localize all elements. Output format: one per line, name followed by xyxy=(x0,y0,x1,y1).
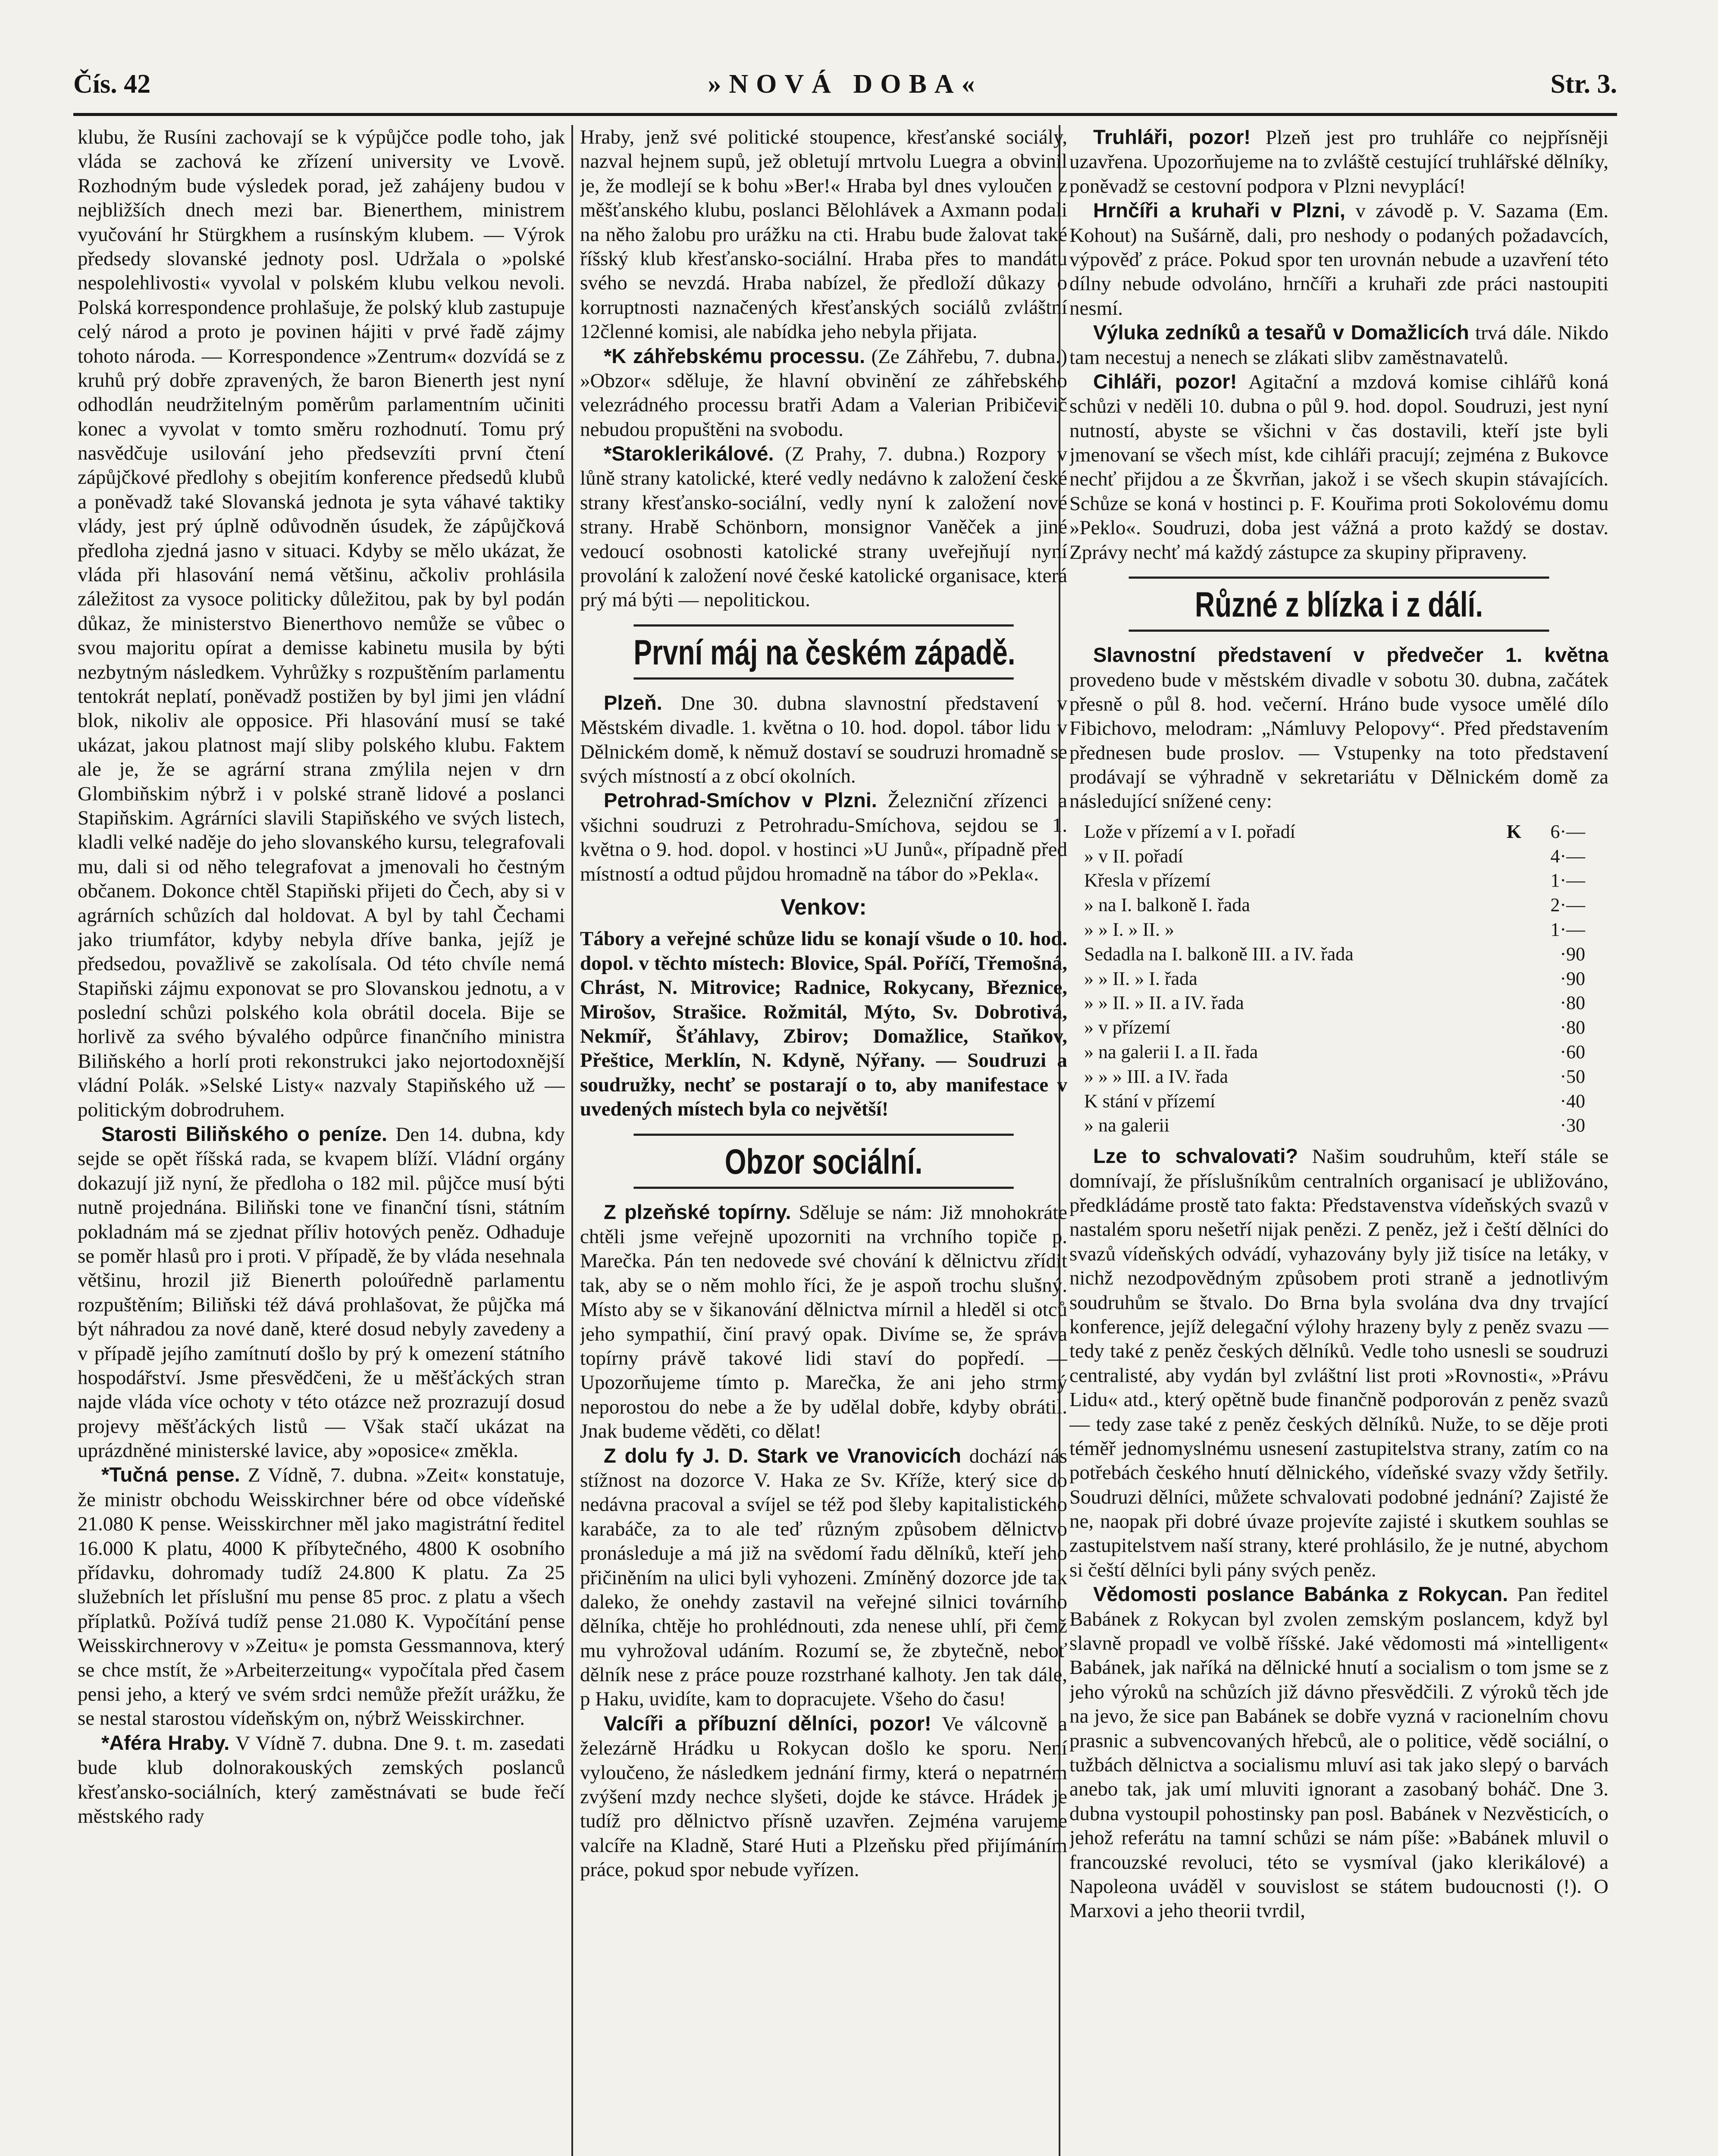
price-row xyxy=(1082,991,1587,1015)
price-row-label: » » II. » I. řada xyxy=(1084,968,1198,989)
price-row-value: 1·— xyxy=(1550,919,1585,940)
article-schvalovati-heading: Lze to schvalovati? xyxy=(1093,1144,1298,1168)
article-plzen xyxy=(580,691,1067,789)
article-venkov-body: Tábory a veřejné schůze lidu se konají všude o 10. hod. dopol. v těchto místech: Blovice, Spál. Poříčí, Třemošná, Chrást, N. Mitrovice; Radnice, Rokycany, Březnice, Mirošov, Strašice. Rožmitál, Mýto, Sv. Dobrotivá, Nekmíř, Šťáhlavy, Zbirov; Domažlice, Staňkov, Přeštice, Merklín, N. Kdyně, Nýřany. — Soudruzi a soudružky, nechť se postarají o to, aby manifestace v uvedených místech byla co největší! xyxy=(580,928,1067,1121)
article-vyluka xyxy=(1069,320,1608,370)
issue-number: Čís. 42 xyxy=(73,69,151,99)
price-row-currency xyxy=(1489,1040,1523,1065)
article-pense-body: Z Vídně, 7. dubna. »Zeit« konstatuje, že ministr obchodu Weisskirchner bére od obce vídeňské 21.080 K pense. Weisskirchner měl jako magistrátní ředitel 16.000 K platu, 4000 K příbytečného, 4800 K osobního přídavku, dohromady tudíž 24.800 K platu. Za 25 služebních let příslušní mu pense 85 proc. z platu a všech příplatků. Požívá tudíž pense 21.080 K. Vypočítání pense Weisskirchnerovy v »Zeitu« je pomsta Gessmannova, který se chce mstít, že »Arbeiterzeitung« vypočítala před časem pensi jeho, a který ve svém srdci nemůže přežít urážku, že se nestal starostou vídeňským on, nýbrž Weisskirchner. xyxy=(78,1464,565,1730)
article-valciri xyxy=(580,1711,1067,1882)
price-row-value: 4·— xyxy=(1550,845,1585,867)
article-continued-text: klubu, že Rusíni zachovají se k výpůjčce podle toho, jak vláda se zachová ke zřízení university ve Lvově. Rozhodným bude výsledek porad, jež zahájeny budou v nejbližších dnech mezi bar. Bienerthem, ministrem vyučování hr Stürgkhem a rusínským klubem. — Výrok předsedy slovanské jednoty posl. Udržala o »polské nespolehlivosti« vyvolal v polském klubu velkou nevoli. Polská korrespondence prohlašuje, že polský klub zastupuje celý národ a proto je povinen hájiti v prvé řadě zájmy tohoto národa. — Korrespondence »Zentrum« dozvídá se z kruhů prý dobře zpravených, že baron Bienerth jest nyní odhodlán neudržitelným poměrům parlamentním učiniti konec a vyvolat v tomto směru rozhodnutí. Tomu prý nasvědčuje usilování jeho předsevzíti první čtení zápůjčkové předlohy s obejitím konference předsedů klubů a poněvadž také Slovanská jednota je syta váhavé taktiky vlády, jest prý úplně odůvodněn úsudek, že zápůjčková předloha zjedná jasno v situaci. Kdyby se mělo ukázat, že vláda při hlasování nemá většinu, ačkoliv prohlásila záležitost za vysoce politicky důležitou, pak by byl podán důkaz, že ministerstvo Bienerthovo nemůže se vůbec o svou majoritu opírat a demisse kabinetu musila by býti nezbytným následkem. Vyhrůžky s rozpuštěním parlamentu tentokrát neplatí, poněvadž postižen by byl jimi jen vládní blok, nikoliv ale opposice. Při hlasování musí se také ukázat, jakou platnost mají sliby polského klubu. Faktem ale je, že se agrární strana zmýlila nejen v drn Glombiňskim nýbrž i v polské straně lidové a poslanci Stapiňskim. Agrárníci slavili Stapiňského ve svých listech, kladli velké naděje do jeho slovanského kursu, telegrafovali mu, dali si od něho telegrafovat a jmenovali ho čestným občanem. Dokonce chtěl Stapiňski přijeti do Čech, aby si v agrárních schůzích dal holdovat. A byl by tahl Čechami jako triumfátor, kdyby nebyla dříve banka, jejíž je předsedou, považlivě se zakolísala. Od této chvíle nemá Stapiňski zájmu exponovat se pro Slovanskou jednotu, a v poslední schůzi polského kola obrátil docela. Bije se horlivě za svého bývalého odpůrce finančního ministra Biliňského a horlí proti rekonstrukci jako nejortodoxnější vládní Polák. »Selské Listy« nazvaly Stapiňského už — politickým dobrodruhem. xyxy=(78,126,565,1121)
article-babanek-body: Pan ředitel Babánek z Rokycan byl zvolen zemským poslancem, když byl slavně propadl ve volbě říšské. Jaké vědomosti má »intelligent« Babánek, jak naříká na dělnické hnutí a socialism o tom jsme se z jeho výroků na schůzích již dávno přesvědčili. Z výroků těch jde na jevo, že sice pan Babánek se dobře vyzná v racionelním chovu prasnic a subvencovaných hřebců, ale o politice, vědě sociální, o tužbách dělnictva a socialismu mluví asi tak jako slepý o barvách anebo tak, jak umí mluviti ignorant a zasobaný boháč. Dne 3. dubna vystoupil pohostinsky pan posl. Babánek v Nezvěsticích, o jehož referátu na tamní schůzi se nám píše: »Babánek mluvil o francouzské revoluci, této se vysmíval (jako klerikálové) a Napoleona uváděl v souvislost se státem budoucnosti (!). O Marxovi a jeho theorii tvrdil, xyxy=(1069,1583,1608,1922)
price-row xyxy=(1082,820,1587,844)
article-hraba-continued: Hraby, jenž své politické stoupence, křesťanské sociály, nazval hejnem supů, jež obletují mrtvolu Luegra a obvinil je, že modlejí se k bohu »Ber!« Hraba byl dnes vyloučen z měšťanského klubu, poslanci Bělohlávek a Axmann podali na něho žalobu pro urážku na cti. Hrabu bude žalovat také říšský klub křesťansko-sociální. Hraba přes to mandátu svého se nevzdá. Hraba nabízel, že předloží důkazy o korruptnosti naznačených křesťanských sociálů zvláštní 12členné komisi, ale nabídka jeho nebyla přijata. xyxy=(580,126,1067,343)
article-staroklerikalove-body: (Z Prahy, 7. dubna.) Rozpory v lůně strany katolické, které vedly nedávno k založení české strany křesťansko-sociální, vedly nyní k založení nové strany. Hrabě Schönborn, monsignor Vaněček a jiné vedoucí osobnosti katolické strany uveřejňují nyní provolání k založení nové české katolické organisace, která prý má býti — nepolitickou. xyxy=(580,443,1067,611)
article-truhlari-body: Plzeň jest pro truhláře co nejpřísněji uzavřena. Upozorňujeme na to zvláště cestující truhlářské dělníky, poněvadž se cestovní podpora v Plzni nevyplácí! xyxy=(1069,126,1608,197)
price-row-value: ·50 xyxy=(1560,1065,1585,1087)
price-row xyxy=(1082,868,1587,893)
price-row-label: » na galerii I. a II. řada xyxy=(1084,1041,1258,1063)
page-header xyxy=(73,65,1617,112)
article-zahreb xyxy=(580,344,1067,442)
price-row-label: Křesla v přízemí xyxy=(1084,870,1211,891)
article-predstaveni-body: provedeno bude v městském divadle v sobotu 30. dubna, začátek přesně o půl 8. hod. večerní. Hráno bude vysoce umělé dílo Fibichovo, melodram: „Námluvy Pelopovy“. Před představením přednesen bude proslov. — Vstupenky na toto představení prodávají se výhradně v sekretariátu v Dělnickém domě za následující snížené ceny: xyxy=(1069,668,1608,813)
article-bilinski-body: Den 14. dubna, kdy sejde se opět říšská rada, se kvapem blíží. Vládní orgány dokazují již nyní, že předloha o 182 mil. půjčce musí býti nutně projednána. Biliňski tone ve finanční tísni, státním pokladnám má se zjednat příliv hotových peněz. Odhaduje se poměr hlasů pro i proti. V případě, že by vláda nesehnala většinu, hrozil již Bienerth poloúředně parlamentu rozpuštěním; Biliňski též dává prohlašovat, že půjčka má být náhradou za nové daně, které dosud nebyly zavedeny a v případě jejího zamítnutí došlo by prý k omezení státního hospodářství. Jsme přesvědčeni, že u měšťáckých stran najde vláda více ochoty v této otázce než prozrazují dosud projevy měšťáckých listů — Však stačí ukázat na uprázdněné ministerské lavice, aby »oposice« změkla. xyxy=(78,1123,565,1462)
section-heading-prvni-maj: První máj na českém západě. xyxy=(633,624,1013,680)
article-bilinski xyxy=(78,1122,565,1463)
article-truhlari xyxy=(1069,125,1608,198)
article-schvalovati-body: Našim soudruhům, kteří stále se domnívají, že příslušníkům centralních organisací je ubližováno, předkládáme prostě tato fakta: Představenstva vídeňských svazů v nastalém sporu nešetří nijak penězi. Z peněz, jež i čeští dělníci do svazů vídeňských odvádí, vyhazovány byly již tisíce na letáky, v nichž nezodpovědným způsobem proti straně a jednotlivým soudruhům se štvalo. Do Brna byla svolána dva dny trvající konference, jejíž delegační výlohy hrazeny byly z peněz svazu — tedy také z peněz českých dělníků. Vedle toho usnesli se soudruzi centralisté, aby vydán byl zvláštní list proti »Rovnosti«, »Právu Lidu« atd., který opětně bude finančně podporován z peněz svazů — tedy zase také z peněz českých dělníků. Nuže, to se děje proti téměř jednomyslnému usnesení zastupitelstva strany, zatím co na potřebách českého hnutí dělnického, vídeňské svazy vždy šetřily. Soudruzi dělníci, můžete schvalovati podobné jednání? Zajisté že ne, naopak při dobré úvaze projevíte zajisté i skutkem souhlas se zastupitelstvem naší strany, které prohlásilo, že je nutné, abychom si čeští dělníci byli pány svých peněz. xyxy=(1069,1145,1608,1581)
article-hraba-body: V Vídně 7. dubna. Dne 9. t. m. zasedati bude klub dolnorakouských zemských poslanců křesťansko-sociálních, který zaměstnávati se bude řečí městského rady xyxy=(78,1732,565,1827)
price-row-label: Lože v přízemí a v I. pořadí xyxy=(1084,821,1295,842)
price-row-label: » » » III. a IV. řada xyxy=(1084,1065,1228,1087)
price-row-value: 1·— xyxy=(1550,870,1585,891)
price-row-currency xyxy=(1489,1113,1523,1138)
article-topirna-body: Sděluje se nám: Již mnohokráte chtěli jsme veřejně upozorniti na vrchního topiče p. Marečka. Pán ten nedovede své chování k dělnictvu zřídit tak, aby se o něm mohlo říci, že je aspoň trochu slušný. Místo aby se v šikanování dělnictva mírnil a hleděl si otců jeho sympathií, činí pravý opak. Divíme se, že správa topírny právě takové lidi staví do popředí. — Upozorňujeme tímto p. Marečka, že ani jeho strmý neporostou do nebe a že by udělal dobře, kdyby obrátil. Jnak budeme věděti, co dělat! xyxy=(580,1201,1067,1443)
price-row-value: ·80 xyxy=(1560,1017,1585,1038)
price-row-label: Sedadla na I. balkoně III. a IV. řada xyxy=(1084,943,1354,965)
article-stark-heading: Z dolu fy J. D. Stark ve Vranovicích xyxy=(604,1444,961,1467)
article-plzen-body: Dne 30. dubna slavnostní představení v Městském divadle. 1. května o 10. hod. dopol. tábor lidu v Dělnickém domě, k němuž dostaví se soudruzi hromadně se svých místností a z obcí okolních. xyxy=(580,692,1067,788)
article-petrohrad xyxy=(580,788,1067,886)
price-row xyxy=(1082,967,1587,991)
price-row-value: 2·— xyxy=(1550,894,1585,916)
price-row-value: ·90 xyxy=(1560,943,1585,965)
article-plzen-heading: Plzeň. xyxy=(604,691,662,714)
article-truhlari-heading: Truhláři, pozor! xyxy=(1093,125,1251,148)
article-hraba xyxy=(78,1731,565,1829)
subheading-venkov: Venkov: xyxy=(781,895,867,920)
price-row-currency xyxy=(1489,942,1523,967)
article-hrnciri-body: v závodě p. V. Sazama (Em. Kohout) na Sušárně, dali, pro neshody o podaných požadavcích, výpověď z práce. Pokud spor ten urovnán nebude a uzavření této dílny nebude odvoláno, hrnčíři a kruhaři zde práci nastoupiti nesmí. xyxy=(1069,200,1608,320)
price-row-value: ·60 xyxy=(1560,1041,1585,1063)
price-row-value: ·40 xyxy=(1560,1090,1585,1112)
section-heading-obzor-socialni: Obzor sociální. xyxy=(633,1134,1013,1189)
article-staroklerikalove xyxy=(580,442,1067,612)
article-hrnciri-heading: Hrnčíři a kruhaři v Plzni, xyxy=(1093,199,1345,222)
price-row-value: ·30 xyxy=(1560,1115,1585,1136)
article-valciri-body: Ve válcovně a železárně Hrádku u Rokycan došlo ke sporu. Není vyloučeno, že následkem jednání firmy, která o nepatrném zvýšení mzdy nechce slyšeti, dojde ke stávce. Hrádek je tudíž pro dělnictvo přísně uzavřen. Zejména varujeme valcíře na Kladně, Staré Huti a Plzeňsku před přijímáním práce, pokud spor nebude vyřízen. xyxy=(580,1712,1067,1881)
price-row xyxy=(1082,1089,1587,1114)
article-hrncíri xyxy=(1069,198,1608,320)
price-row-label: » na I. balkoně I. řada xyxy=(1084,894,1250,916)
article-vyluka-heading: Výluka zedníků a tesařů v Domažlicích xyxy=(1093,321,1469,344)
price-row-label: K stání v přízemí xyxy=(1084,1090,1216,1112)
article-cihlari-body: Agitační a mzdová komise cihlářů koná schůzi v neděli 10. dubna o půl 9. hod. dopol. Soudruzi, jest nyní nutností, abyste se všichni v čas dostavili, kteří jste byli jmenovaní se všech míst, kde cihláři pracují; zejména z Bukovce nechť přijdou a ze Škvrňan, jakož i se všech skupin stávajících. Schůze se koná v hostinci p. F. Kouřima proti Sokolovému domu »Peklo«. Soudruzi, doba jest vážná a proto každý se dostav. Zprávy nechť má každý zástupce za skupiny připraveny. xyxy=(1069,370,1608,564)
price-row xyxy=(1082,1113,1587,1138)
ticket-price-table xyxy=(1082,820,1587,1138)
article-topirna-heading: Z plzeňské topírny. xyxy=(604,1200,791,1223)
article-petrohrad-heading: Petrohrad-Smíchov v Plzni. xyxy=(604,789,877,812)
article-babanek-heading: Vědomosti poslance Babánka z Rokycan. xyxy=(1093,1583,1508,1606)
article-vyluka-body: trvá dále. Nikdo tam necestuj a nenech se zlákati slibv zaměstnavatelů. xyxy=(1069,322,1608,369)
article-schvalovati xyxy=(1069,1144,1608,1582)
column-1 xyxy=(78,125,565,2156)
price-row-label: » v II. pořadí xyxy=(1084,845,1183,867)
article-predstaveni xyxy=(1069,643,1608,814)
price-row-value: ·80 xyxy=(1560,992,1585,1014)
price-row-currency xyxy=(1489,1065,1523,1089)
price-row-currency xyxy=(1489,893,1523,918)
page-number: Str. 3. xyxy=(1550,69,1617,99)
header-rule xyxy=(73,113,1617,116)
article-babanek xyxy=(1069,1582,1608,1923)
article-zahreb-body: (Ze Záhřebu, 7. dubna.) »Obzor« sděluje, že hlavní obvinění ze záhřebského velezrádného processu bratři Adam a Valerian Pribičevič nebudou propuštěni na svobodu. xyxy=(580,345,1067,441)
article-valciri-heading: Valcíři a příbuzní dělníci, pozor! xyxy=(604,1711,931,1735)
price-row-currency xyxy=(1489,844,1523,869)
article-topirna xyxy=(580,1200,1067,1444)
price-row-label: » na galerii xyxy=(1084,1115,1169,1136)
price-row-currency: K xyxy=(1506,821,1521,842)
column-3 xyxy=(1069,125,1608,2156)
column-2 xyxy=(580,125,1067,2156)
price-row-label: » » II. » II. a IV. řada xyxy=(1084,992,1244,1014)
article-hraba-heading: *Aféra Hraby. xyxy=(101,1731,230,1754)
price-row xyxy=(1082,893,1587,918)
price-row xyxy=(1082,942,1587,967)
article-pense xyxy=(78,1463,565,1730)
article-staroklerikalove-heading: *Staroklerikálové. xyxy=(604,442,774,465)
column-divider-1 xyxy=(571,125,573,2156)
price-row-value: 6·— xyxy=(1550,821,1585,842)
price-row-label: » » I. » II. » xyxy=(1084,919,1174,940)
article-stark-body: dochází nás stížnost na dozorce V. Haka ze Sv. Kříže, který sice do nedávna pracoval a svíjel se též pod šleby kapitalistického karabáče, za to ale teď různým způsobem dělnictvo pronásleduje a má již na svědomí řadu dělníků, kteří jeho přičiněním na ulici byli vyhozeni. Zmíněný dozorce jde tak daleko, že onehdy zastavil na veřejné silnici továrního dělníka, chtěje ho prohlédnouti, zda nenese uhlí, při čemž mu vyhrožoval udáním. Rozumí se, že zbytečně, neboť dělník nese z práce pouze rozstrhané kalhoty. Jen tak dále, p Haku, uvidíte, kam to dopracujete. Všeho do času! xyxy=(580,1445,1067,1711)
price-row-currency xyxy=(1489,1089,1523,1114)
article-petrohrad-body: Železniční zřízenci a všichni soudruzi z Petrohradu-Smíchova, sejdou se 1. května o 9. hod. dopol. v hostinci »U Junů«, případně před místností a odtud půjdou hromadně na tábor do »Pekla«. xyxy=(580,790,1067,885)
price-row xyxy=(1082,1040,1587,1065)
price-row-currency xyxy=(1489,991,1523,1015)
article-cihlari-heading: Cihláři, pozor! xyxy=(1093,370,1237,393)
section-heading-ruzne: Různé z blízka i z dálí. xyxy=(1129,577,1549,632)
price-row-currency xyxy=(1489,967,1523,991)
price-row-currency xyxy=(1489,918,1523,942)
price-row-value: ·90 xyxy=(1560,968,1585,989)
price-row-label: » v přízemí xyxy=(1084,1017,1171,1038)
article-stark xyxy=(580,1444,1067,1711)
article-predstaveni-heading: Slavnostní představení v předvečer 1. května xyxy=(1093,643,1608,667)
article-pense-heading: *Tučná pense. xyxy=(101,1463,240,1486)
price-row xyxy=(1082,1015,1587,1040)
article-cihlari xyxy=(1069,370,1608,564)
price-row xyxy=(1082,1065,1587,1089)
price-row-currency xyxy=(1489,1015,1523,1040)
article-bilinski-heading: Starosti Biliňského o peníze. xyxy=(101,1122,387,1146)
price-row xyxy=(1082,844,1587,869)
masthead-title: »NOVÁ DOBA« xyxy=(708,69,983,99)
article-zahreb-heading: *K záhřebskému processu. xyxy=(604,344,865,367)
price-row xyxy=(1082,918,1587,942)
price-row-currency xyxy=(1489,868,1523,893)
